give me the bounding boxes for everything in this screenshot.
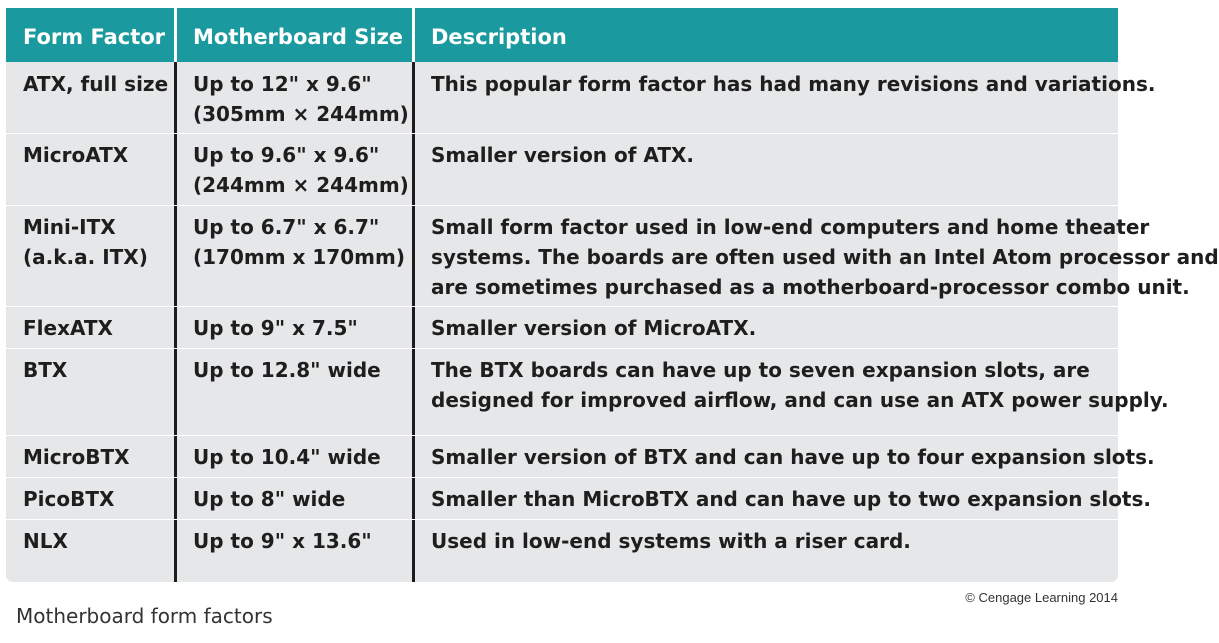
size-cell <box>193 484 345 514</box>
form-factor-cell <box>23 313 113 343</box>
table-row <box>6 349 1169 436</box>
table-row <box>6 307 1118 349</box>
form-factor-table <box>6 8 1219 582</box>
table-row <box>6 63 1156 134</box>
form-factor-cell <box>23 355 67 385</box>
size-cell-line: Up to 12" x 9.6" <box>193 72 372 96</box>
size-cell <box>193 212 405 272</box>
description-cell-line: Smaller version of MicroATX. <box>431 316 757 340</box>
size-cell-line: (244mm × 244mm) <box>193 173 409 197</box>
form-factor-cell-line: MicroBTX <box>23 445 130 469</box>
description-cell-line: Smaller version of BTX and can have up to four expansion slots. <box>431 445 1155 469</box>
description-cell <box>431 313 756 343</box>
size-cell <box>193 526 372 556</box>
size-cell-line: (305mm × 244mm) <box>193 102 409 126</box>
description-cell <box>431 526 911 556</box>
form-factor-cell <box>23 526 68 556</box>
description-cell-line: Smaller version of ATX. <box>431 143 694 167</box>
form-factor-cell <box>23 69 168 99</box>
form-factor-cell-line: FlexATX <box>23 316 113 340</box>
size-cell <box>193 355 381 385</box>
size-cell <box>193 69 409 129</box>
form-factor-cell <box>23 212 148 272</box>
size-cell-line: Up to 8" wide <box>193 487 346 511</box>
description-cell-line: Smaller than MicroBTX and can have up to two expansion slots. <box>431 487 1151 511</box>
form-factor-cell-line: BTX <box>23 358 68 382</box>
copyright-notice: © Cengage Learning 2014 <box>965 590 1118 605</box>
description-cell-line: This popular form factor has had many revisions and variations. <box>431 72 1156 96</box>
description-cell-line: Used in low-end systems with a riser card. <box>431 529 911 553</box>
size-cell-line: Up to 10.4" wide <box>193 445 381 469</box>
size-cell-line: Up to 6.7" x 6.7" <box>193 215 380 239</box>
description-cell-line: are sometimes purchased as a motherboard-processor combo unit. <box>431 275 1190 299</box>
form-factor-cell-line: NLX <box>23 529 68 553</box>
description-cell-line: designed for improved airflow, and can use an ATX power supply. <box>431 388 1169 412</box>
form-factor-cell <box>23 484 114 514</box>
description-cell <box>431 355 1169 415</box>
description-cell-line: systems. The boards are often used with an Intel Atom processor and <box>431 245 1219 269</box>
size-cell-line: Up to 9.6" x 9.6" <box>193 143 380 167</box>
form-factor-cell-line: PicoBTX <box>23 487 115 511</box>
size-cell-line: Up to 12.8" wide <box>193 358 381 382</box>
header-divider <box>412 8 415 62</box>
header-divider <box>174 8 177 62</box>
table-header <box>6 8 1118 62</box>
figure-caption: Motherboard form factors <box>16 604 273 628</box>
size-cell-line: Up to 9" x 7.5" <box>193 316 358 340</box>
table-row <box>6 206 1219 307</box>
size-cell <box>193 442 381 472</box>
table-row <box>6 436 1155 478</box>
size-cell-line: (170mm x 170mm) <box>193 245 405 269</box>
form-factor-cell-line: Mini-ITX <box>23 215 116 239</box>
form-factor-cell <box>23 140 128 170</box>
table-row <box>6 134 1118 206</box>
size-cell-line: Up to 9" x 13.6" <box>193 529 372 553</box>
table-row <box>6 478 1151 520</box>
size-cell <box>193 313 358 343</box>
description-cell <box>431 442 1155 472</box>
header-form-factor: Form Factor <box>23 25 166 49</box>
form-factor-cell-line: ATX, full size <box>23 72 169 96</box>
description-cell <box>431 140 694 170</box>
description-cell <box>431 69 1155 99</box>
description-cell-line: The BTX boards can have up to seven expansion slots, are <box>431 358 1090 382</box>
table-row <box>6 520 1118 582</box>
description-cell <box>431 484 1151 514</box>
description-cell-line: Small form factor used in low-end computers and home theater <box>431 215 1150 239</box>
header-motherboard-size: Motherboard Size <box>193 25 404 49</box>
form-factor-cell <box>23 442 130 472</box>
description-cell <box>431 212 1219 302</box>
form-factor-cell-line: MicroATX <box>23 143 129 167</box>
size-cell <box>193 140 409 200</box>
header-description: Description <box>431 25 567 49</box>
form-factor-cell-line: (a.k.a. ITX) <box>23 245 148 269</box>
